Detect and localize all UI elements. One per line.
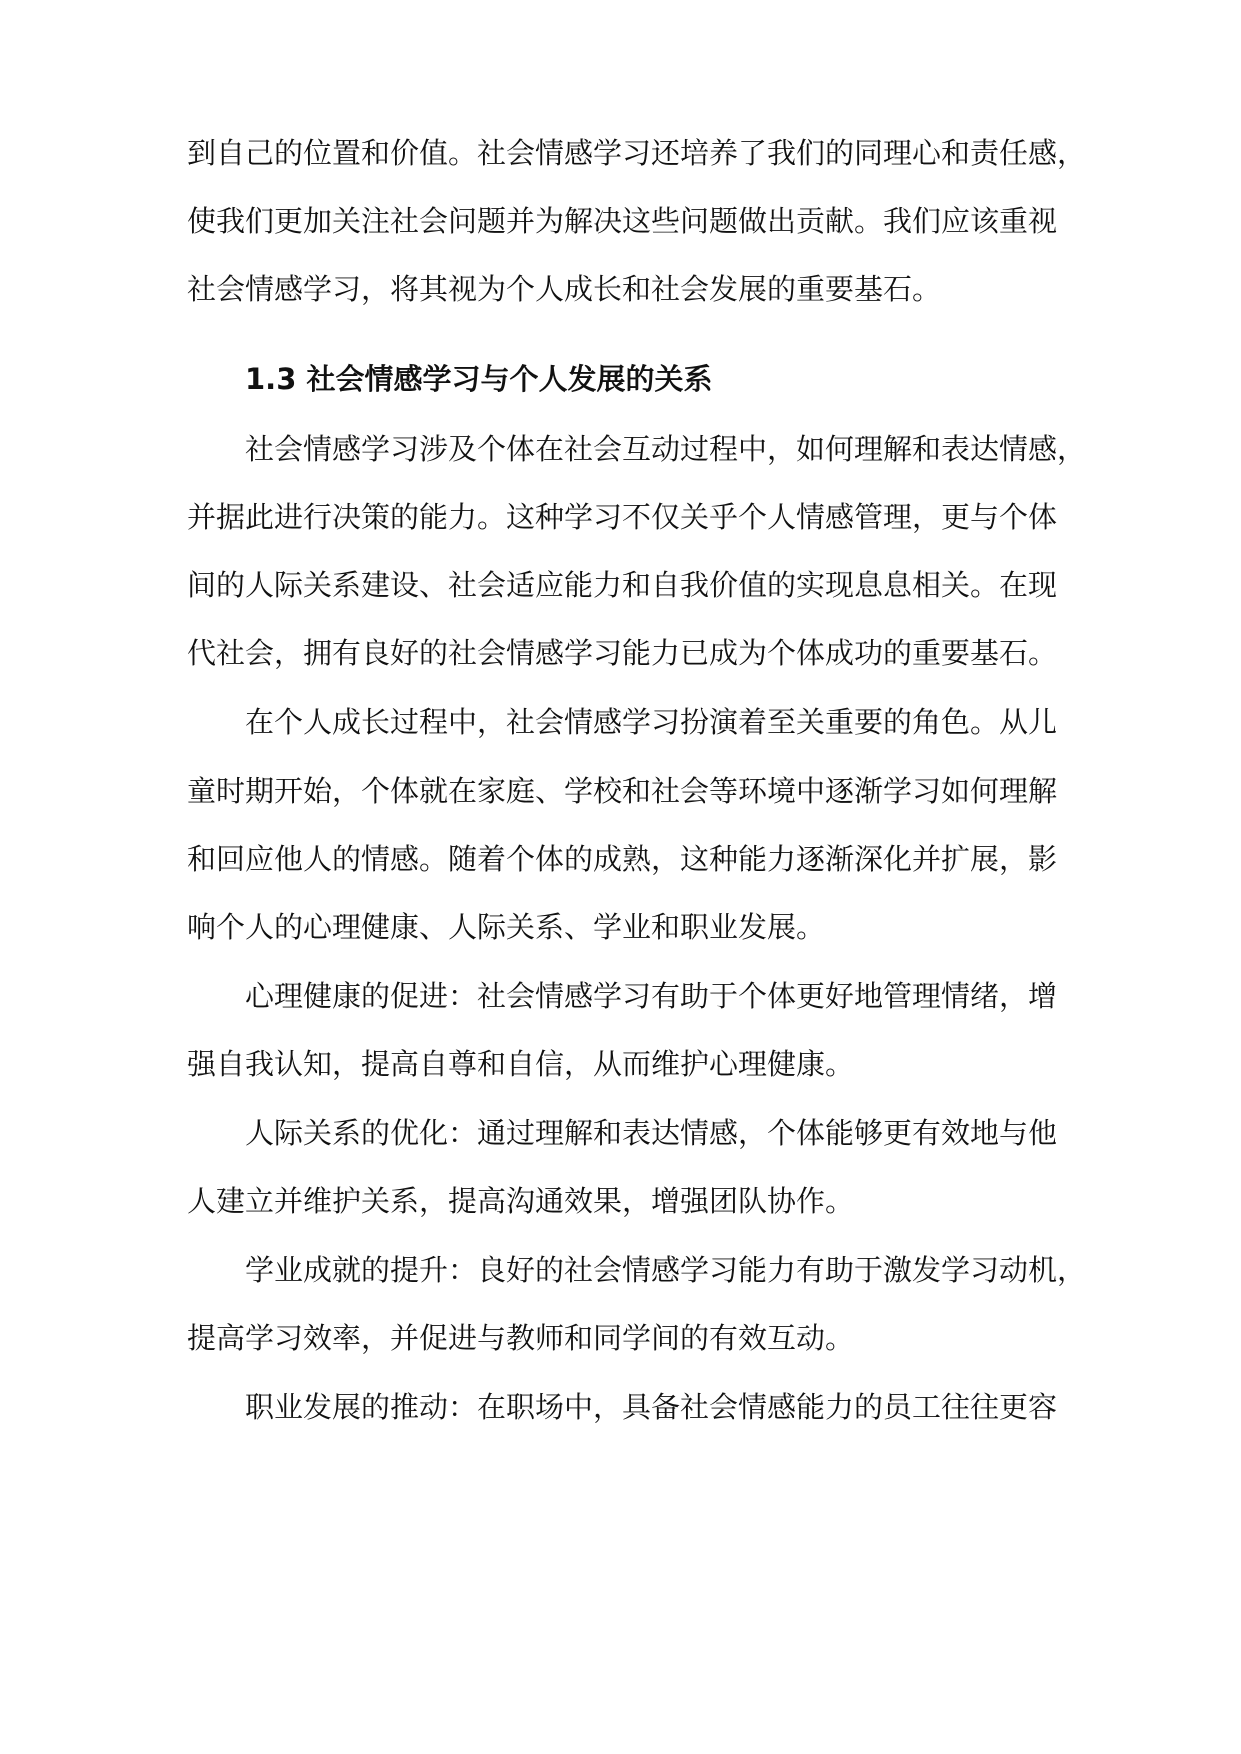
text-line: 人建立并维护关系，提高沟通效果，增强团队协作。 — [187, 1184, 855, 1218]
text-line: 人际关系的优化：通过理解和表达情感，个体能够更有效地与他 — [245, 1116, 1058, 1150]
text-line: 社会情感学习涉及个体在社会互动过程中，如何理解和表达情感， — [245, 432, 1087, 466]
text-line: 职业发展的推动：在职场中，具备社会情感能力的员工往往更容 — [245, 1390, 1058, 1424]
section-heading: 1.3 社会情感学习与个人发展的关系 — [245, 362, 713, 396]
text-line: 代社会，拥有良好的社会情感学习能力已成为个体成功的重要基石。 — [187, 636, 1058, 670]
text-line: 社会情感学习，将其视为个人成长和社会发展的重要基石。 — [187, 272, 942, 306]
text-line: 在个人成长过程中，社会情感学习扮演着至关重要的角色。从儿 — [245, 705, 1058, 739]
text-line: 并据此进行决策的能力。这种学习不仅关乎个人情感管理，更与个体 — [187, 500, 1058, 534]
text-line: 心理健康的促进：社会情感学习有助于个体更好地管理情绪，增 — [245, 979, 1058, 1013]
text-line: 强自我认知，提高自尊和自信，从而维护心理健康。 — [187, 1047, 855, 1081]
text-line: 和回应他人的情感。随着个体的成熟，这种能力逐渐深化并扩展，影 — [187, 842, 1058, 876]
text-line: 童时期开始，个体就在家庭、学校和社会等环境中逐渐学习如何理解 — [187, 774, 1058, 808]
text-line: 响个人的心理健康、人际关系、学业和职业发展。 — [187, 910, 826, 944]
text-line: 使我们更加关注社会问题并为解决这些问题做出贡献。我们应该重视 — [187, 204, 1058, 238]
text-line: 间的人际关系建设、社会适应能力和自我价值的实现息息相关。在现 — [187, 568, 1058, 602]
text-line: 到自己的位置和价值。社会情感学习还培养了我们的同理心和责任感， — [187, 136, 1087, 170]
text-line: 学业成就的提升：良好的社会情感学习能力有助于激发学习动机， — [245, 1253, 1087, 1287]
text-line: 提高学习效率，并促进与教师和同学间的有效互动。 — [187, 1321, 855, 1355]
